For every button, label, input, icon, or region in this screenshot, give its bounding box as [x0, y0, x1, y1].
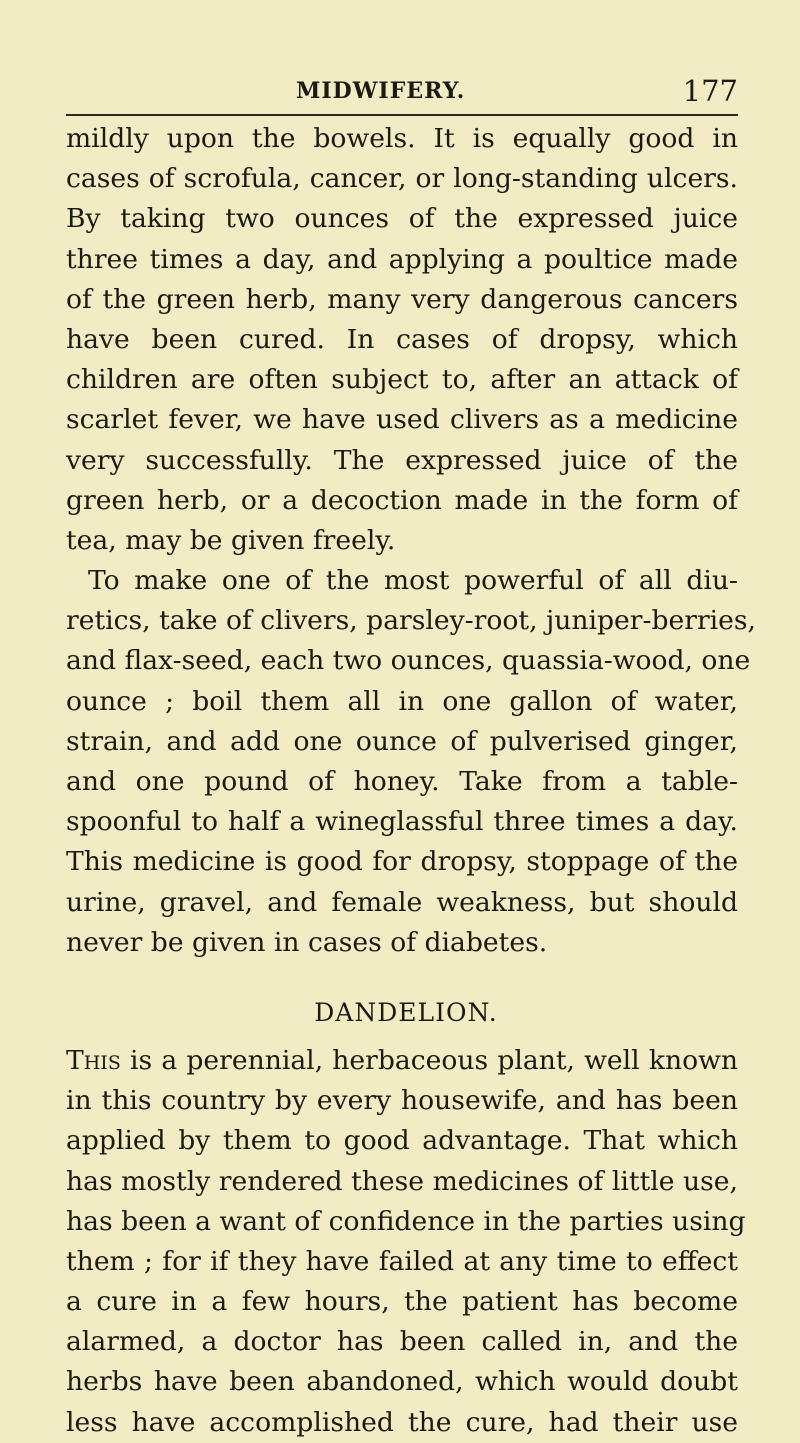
page-number: 177 — [682, 74, 738, 108]
text-line: To make one of the most powerful of all diu- — [88, 565, 738, 597]
first-line-rest: is a perennial, herbaceous plant, well known — [120, 1044, 738, 1076]
running-head: MIDWIFERY. — [296, 78, 466, 104]
text-line: three times a day, and applying a poultice made — [66, 243, 738, 275]
text-line: very successfully. The expressed juice of the — [66, 444, 738, 476]
body-text — [66, 119, 756, 1443]
text-line: in this country by every housewife, and has been — [66, 1085, 738, 1117]
text-line: retics, take of clivers, parsley-root, juniper-berries, — [66, 605, 756, 637]
text-line: urine, gravel, and female weakness, but should — [66, 886, 738, 918]
text-line: tea, may be given freely. — [66, 524, 396, 556]
text-line: This medicine is good for dropsy, stoppage of the — [66, 846, 738, 878]
text-line: and one pound of honey. Take from a table- — [66, 766, 738, 797]
text-line: a cure in a few hours, the patient has become — [66, 1286, 738, 1318]
text-line: has been a want of confidence in the parties using — [66, 1205, 746, 1237]
paragraph-diuretic-recipe — [66, 561, 756, 963]
text-line: By taking two ounces of the expressed juice — [66, 203, 738, 235]
section-heading-dandelion: DANDELION. — [314, 997, 498, 1027]
paragraph-clivers-uses — [66, 119, 738, 561]
lead-word: This — [66, 1044, 121, 1076]
text-line: herbs have been abandoned, which would doubt — [66, 1366, 738, 1398]
text-line: of the green herb, many very dangerous cancers — [66, 283, 738, 315]
text-line: has mostly rendered these medicines of little use, — [66, 1165, 738, 1197]
text-line: spoonful to half a wineglassful three times a day. — [66, 806, 738, 838]
paragraph-dandelion — [66, 1041, 746, 1443]
text-line: them ; for if they have failed at any time to effect — [66, 1245, 738, 1277]
text-line: scarlet fever, we have used clivers as a medicine — [66, 404, 738, 436]
text-line: and flax-seed, each two ounces, quassia-wood, one — [66, 645, 751, 677]
text-line: strain, and add one ounce of pulverised ginger, — [66, 725, 738, 757]
text-line: ounce ; boil them all in one gallon of water, — [66, 685, 738, 717]
text-line: mildly upon the bowels. It is equally good in — [66, 123, 738, 154]
text-line: never be given in cases of diabetes. — [66, 926, 548, 958]
page-header — [66, 74, 738, 116]
text-line: alarmed, a doctor has been called in, and the — [66, 1326, 738, 1358]
text-line: green herb, or a decoction made in the form of — [66, 484, 738, 516]
text-line — [66, 1041, 738, 1081]
text-line: applied by them to good advantage. That which — [66, 1125, 738, 1157]
text-line: cases of scrofula, cancer, or long-standing ulcers. — [66, 163, 738, 195]
text-line: children are often subject to, after an attack of — [66, 364, 738, 396]
text-line: less have accomplished the cure, had their use — [66, 1406, 738, 1438]
text-line: have been cured. In cases of dropsy, which — [66, 323, 738, 355]
